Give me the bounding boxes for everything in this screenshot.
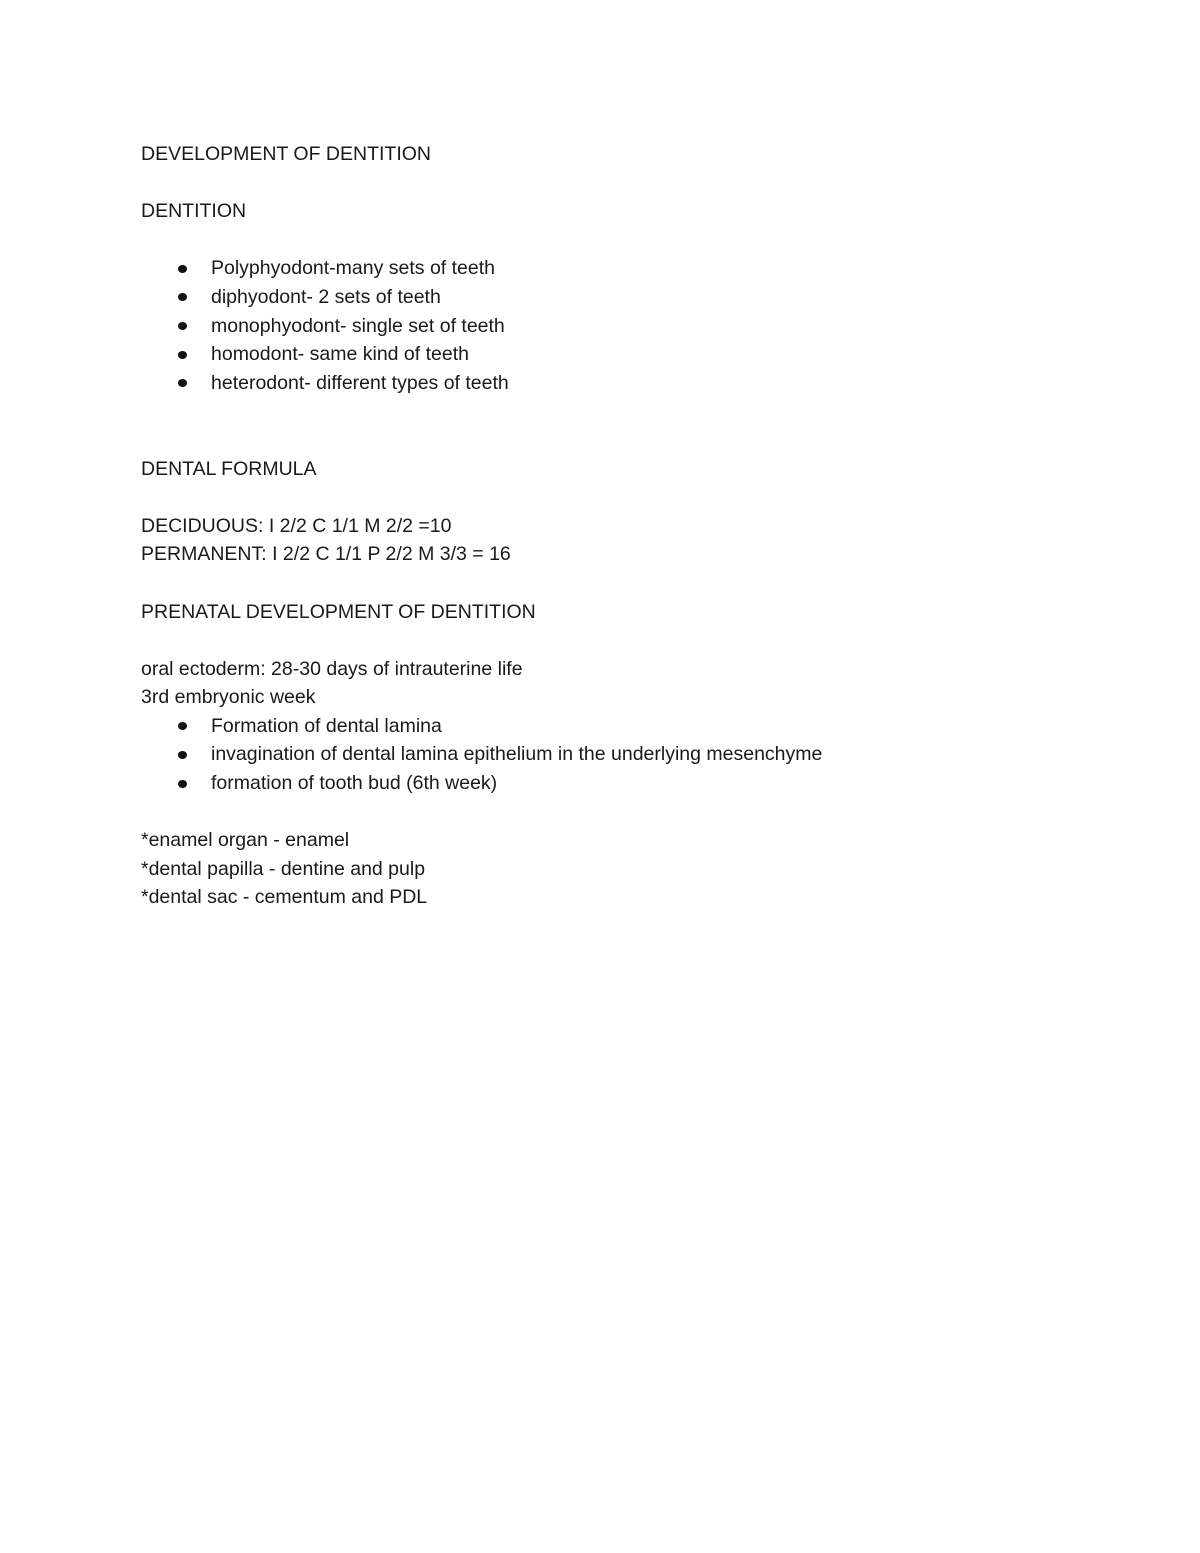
list-item [141, 254, 1101, 283]
deciduous-formula: DECIDUOUS: I 2/2 C 1/1 M 2/2 =10 [141, 514, 452, 537]
note-dental-papilla: *dental papilla - dentine and pulp [141, 857, 426, 880]
prenatal-line-oral-ectoderm: oral ectoderm: 28-30 days of intrauterine life [141, 657, 523, 680]
bullet-icon [178, 379, 187, 387]
bullet-icon [178, 293, 187, 301]
dental-formula-heading: DENTAL FORMULA [141, 457, 317, 480]
list-item-text: diphyodont- 2 sets of teeth [211, 285, 441, 308]
bullet-icon [178, 351, 187, 359]
spacer [141, 569, 1101, 598]
bullet-icon [178, 722, 187, 730]
bullet-icon [178, 322, 187, 330]
list-item-text: heterodont- different types of teeth [211, 371, 509, 394]
list-item [141, 740, 1101, 769]
dentition-heading: DENTITION [141, 200, 247, 223]
spacer [141, 169, 1101, 198]
list-item [141, 340, 1101, 369]
bullet-icon [178, 780, 187, 788]
list-item [141, 312, 1101, 341]
list-item-text: Polyphyodont-many sets of teeth [211, 257, 495, 280]
dentition-list [141, 254, 1101, 397]
bullet-icon [178, 751, 187, 759]
permanent-formula: PERMANENT: I 2/2 C 1/1 P 2/2 M 3/3 = 16 [141, 543, 511, 566]
document-title: DEVELOPMENT OF DENTITION [141, 143, 432, 165]
list-item-text: formation of tooth bud (6th week) [211, 772, 498, 795]
note-enamel-organ: *enamel organ - enamel [141, 829, 350, 852]
prenatal-line-embryonic-week: 3rd embryonic week [141, 686, 316, 709]
spacer [141, 626, 1101, 655]
note-dental-sac: *dental sac - cementum and PDL [141, 886, 428, 909]
spacer [141, 798, 1101, 827]
list-item-text: invagination of dental lamina epithelium in the underlying mesenchyme [211, 743, 823, 766]
prenatal-heading: PRENATAL DEVELOPMENT OF DENTITION [141, 600, 536, 623]
list-item [141, 369, 1101, 398]
list-item [141, 712, 1101, 741]
document-body [141, 140, 1101, 912]
list-item-text: homodont- same kind of teeth [211, 343, 469, 366]
prenatal-list [141, 712, 1101, 798]
bullet-icon [178, 265, 187, 273]
spacer [141, 226, 1101, 255]
list-item [141, 283, 1101, 312]
spacer [141, 397, 1101, 454]
list-item-text: monophyodont- single set of teeth [211, 314, 505, 337]
list-item-text: Formation of dental lamina [211, 714, 442, 737]
list-item [141, 769, 1101, 798]
spacer [141, 483, 1101, 512]
